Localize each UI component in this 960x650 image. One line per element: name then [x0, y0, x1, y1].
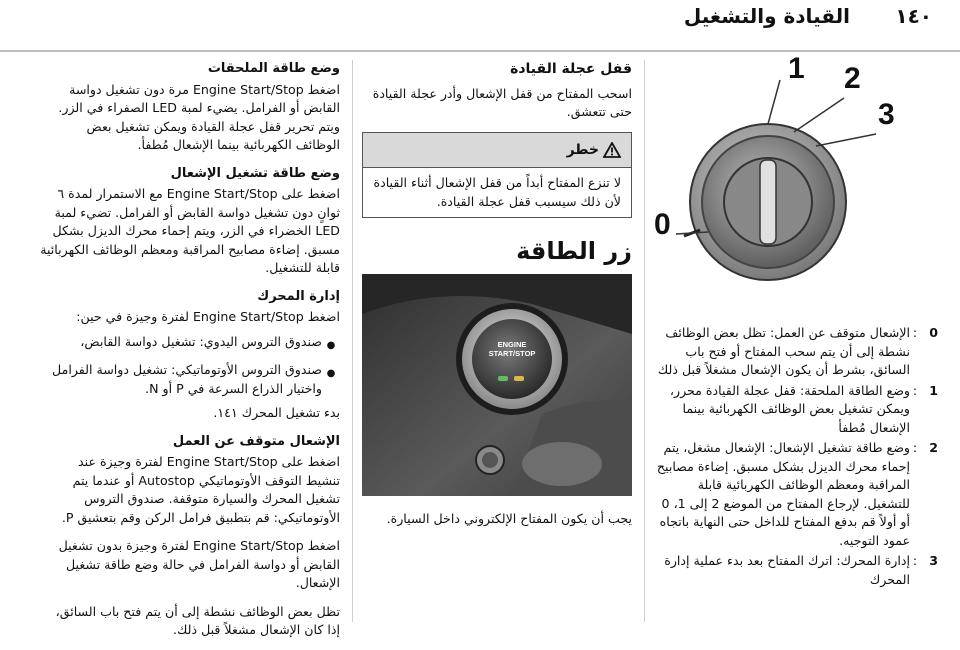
position-text: وضع الطاقة الملحقة: قفل عجلة القيادة محرر، ويمكن تشغيل بعض الوظائف الكهربائية بينما الإشعال مُطفأ	[669, 382, 910, 435]
ignition-power-text: اضغط على Engine Start/Stop مع الاستمرار لمدة ٦ ثوانٍ دون تشغيل دواسة القابض أو الفرامل. تضيء لمبة LED الخضراء في الزر، ويتم إحماء محرك الديزل بشكل مسبق. إضاءة مصابيح المراقبة ومعظم الوظائف الكهربائية قابلة للتشغيل.	[40, 186, 340, 275]
position-number: 1	[929, 382, 938, 398]
accessory-power-text: اضغط Engine Start/Stop مرة دون تشغيل دواسة القابض أو الفرامل. يضيء لمبة LED الصفراء في الزر. ويتم تحرير قفل عجلة القيادة ويمكن تشغيل بعض الوظائف الكهربائية بينما الإشعال مُطفأ.	[58, 81, 340, 152]
page-number: ١٤٠	[895, 4, 932, 28]
warning-box	[362, 132, 632, 219]
position-item: 2 : وضع طاقة تشغيل الإشعال: الإشعال مشغل، يتم إحماء محرك الديزل بشكل مسبق. إضاءة مصابيح المراقبة ومعظم الوظائف الكهربائية قابلة للتشغيل. لإرجاع المفتاح من الموضع 2 إلى 1، 0 أو أولاً قم بدفع المفتاح للداخل حتى النهاية باتجاه عمود التوجيه.	[648, 439, 938, 550]
header-rule	[0, 50, 960, 52]
yellow-led	[514, 376, 524, 381]
position-item: 3 : إدارة المحرك: اترك المفتاح بعد بدء عملية إدارة المحرك	[648, 552, 938, 589]
power-modes-column	[40, 60, 340, 650]
figure-label-0: 0	[654, 208, 671, 241]
power-button-illustration	[362, 274, 632, 496]
ignition-off-para: اضغط Engine Start/Stop لفترة وجيزة بدون تشغيل القابض أو دواسة الفرامل في حالة وضع طاقة تشغيل الإشعال.	[58, 538, 340, 590]
ignition-column	[648, 52, 938, 591]
ignition-lock-illustration	[648, 52, 938, 288]
figure-label-2: 2	[844, 62, 861, 95]
accessory-power-block	[40, 60, 340, 155]
ignition-power-block	[40, 165, 340, 278]
section-title-power-button: زر الطاقة	[516, 237, 632, 265]
engine-start-block	[40, 288, 340, 423]
warning-header	[363, 133, 631, 169]
ignition-lock-figure	[648, 52, 938, 288]
column-divider	[644, 60, 645, 622]
steering-lock-intro: اسحب المفتاح من قفل الإشعال وأدر عجلة القيادة حتى تتعشق.	[372, 85, 632, 119]
warning-triangle-icon	[603, 142, 621, 158]
position-list	[648, 324, 938, 589]
ignition-off-block	[40, 433, 340, 528]
figure-label-3: 3	[878, 98, 895, 131]
position-number: 3	[929, 553, 938, 568]
chapter-title: القيادة والتشغيل	[683, 4, 850, 28]
green-led	[498, 376, 508, 381]
power-button-photo	[362, 274, 632, 496]
section-title-steering-lock: قفل عجلة القيادة	[510, 61, 632, 77]
bullet-icon: ●	[326, 368, 336, 379]
ignition-power-title: وضع طاقة تشغيل الإشعال	[170, 165, 340, 181]
warning-text: لا تنزع المفتاح أبداً من قفل الإشعال أثناء القيادة لأن ذلك سيسبب قفل عجلة القيادة.	[373, 175, 621, 209]
page-header	[0, 0, 960, 52]
power-button-label: ENGINE START/STOP	[488, 340, 536, 358]
list-item: ● صندوق التروس اليدوي: تشغيل دواسة القابض،	[40, 333, 340, 356]
position-text: إدارة المحرك: اترك المفتاح بعد بدء عملية إدارة المحرك	[664, 553, 910, 587]
position-text: الإشعال متوقف عن العمل: تظل بعض الوظائف نشطة إلى أن يتم سحب المفتاح أو فتح باب السائق، بشرط أن يكون الإشعال مشغلاً قبل ذلك	[657, 325, 910, 377]
steering-lock-column	[362, 60, 632, 529]
position-text: وضع طاقة تشغيل الإشعال: الإشعال مشغل، يتم إحماء محرك الديزل بشكل مسبق. إضاءة مصابيح المراقبة ومعظم الوظائف الكهربائية قابلة للتشغيل. لإرجاع المفتاح من الموضع 2 إلى 1، 0 أو أولاً قم بدفع المفتاح للداخل حتى النهاية باتجاه عمود التوجيه.	[656, 440, 910, 548]
ignition-off-text: اضغط على Engine Start/Stop لفترة وجيزة عند تنشيط التوقف الأوتوماتيكي Autostop أو عندما يتم تشغيل المحرك والسيارة متوقفة. صندوق التروس الأوتوماتيكي: قم بتطبيق فرامل الركن وقم بتعشيق P.	[61, 454, 340, 525]
ignition-off-title: الإشعال متوقف عن العمل	[172, 433, 340, 449]
position-item: 0 : الإشعال متوقف عن العمل: تظل بعض الوظائف نشطة إلى أن يتم سحب المفتاح أو فتح باب السائق، بشرط أن يكون الإشعال مشغلاً قبل ذلك	[648, 324, 938, 380]
figure-label-1: 1	[788, 52, 805, 85]
column-divider	[352, 60, 353, 622]
list-item: ● صندوق التروس الأوتوماتيكي: تشغيل دواسة الفرامل واختيار الذراع السرعة في P أو N.	[40, 361, 340, 398]
start-reference: بدء تشغيل المحرك ١٤١.	[213, 405, 340, 420]
accessory-power-title: وضع طاقة الملحقات	[207, 61, 340, 76]
photo-caption: يجب أن يكون المفتاح الإلكتروني داخل السيارة.	[386, 511, 632, 526]
engine-start-title: إدارة المحرك	[257, 288, 340, 304]
ignition-off-note: تظل بعض الوظائف نشطة إلى أن يتم فتح باب السائق، إذا كان الإشعال مشغلاً قبل ذلك.	[55, 603, 340, 637]
position-number: 2	[929, 440, 938, 455]
warning-title: خطر	[566, 141, 599, 158]
position-item: 1 : وضع الطاقة الملحقة: قفل عجلة القيادة محرر، ويمكن تشغيل بعض الوظائف الكهربائية بينما الإشعال مُطفأ	[648, 382, 938, 438]
engine-start-text: اضغط Engine Start/Stop لفترة وجيزة في حين:	[76, 309, 340, 324]
bullet-icon: ●	[326, 339, 336, 351]
position-number: 0	[929, 325, 938, 340]
